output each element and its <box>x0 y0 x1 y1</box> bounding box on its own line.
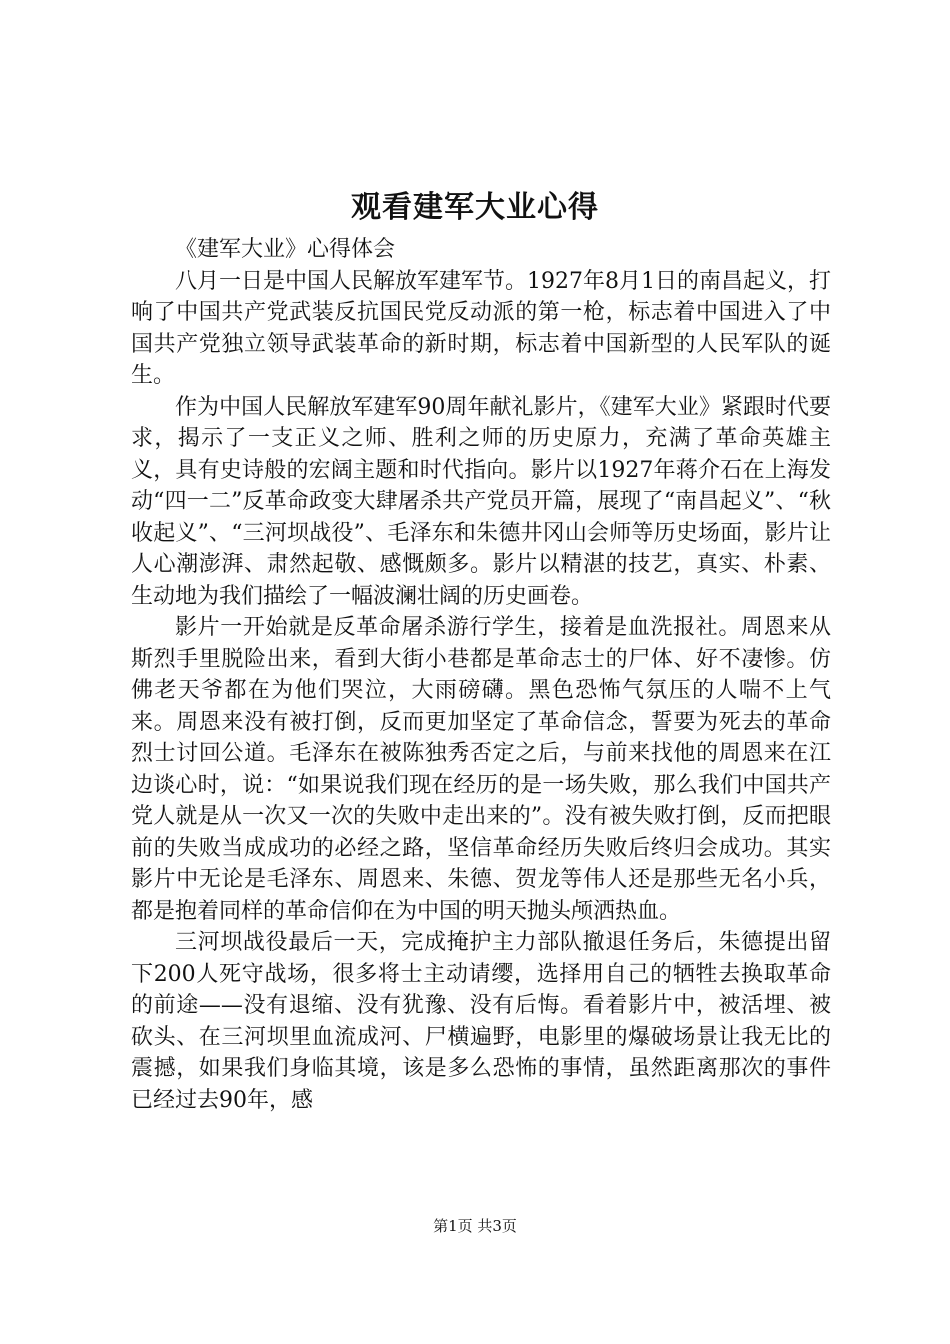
document-subtitle: 《建军大业》心得体会 <box>175 237 396 262</box>
page-footer: 第1页 共3页 <box>433 1217 517 1235</box>
paragraph-1: 八月一日是中国人民解放军建军节。1927年8月1日的南昌起义，打响了中国共产党武装反抗国民党反动派的第一枪，标志着中国进入了中国共产党独立领导武装革命的新时期，标志着中国新型的人民军队的诞生。 <box>131 268 831 388</box>
paragraph-4: 三河坝战役最后一天，完成掩护主力部队撤退任务后，朱德提出留下200人死守战场，很多将士主动请缨，选择用自己的牺牲去换取革命的前途——没有退缩、没有犹豫、没有后悔。看着影片中，被活埋、被砍头、在三河坝里血流成河、尸横遍野，电影里的爆破场景让我无比的震撼，如果我们身临其境，该是多么恐怖的事情，虽然距离那次的事件已经过去90年，感 <box>131 930 831 1113</box>
document-title: 观看建军大业心得 <box>351 190 599 225</box>
paragraph-3: 影片一开始就是反革命屠杀游行学生，接着是血洗报社。周恩来从斯烈手里脱险出来，看到大街小巷都是革命志士的尸体、好不凄惨。仿佛老天爷都在为他们哭泣，大雨磅礴。黑色恐怖气氛压的人喘不上气来。周恩来没有被打倒，反而更加坚定了革命信念，誓要为死去的革命烈士讨回公道。毛泽东在被陈独秀否定之后，与前来找他的周恩来在江边谈心时，说：“如果说我们现在经历的是一场失败，那么我们中国共产党人就是从一次又一次的失败中走出来的”。没有被失败打倒，反而把眼前的失败当成成功的必经之路，坚信革命经历失败后终归会成功。其实影片中无论是毛泽东、周恩来、朱德、贺龙等伟人还是那些无名小兵，都是抱着同样的革命信仰在为中国的明天抛头颅洒热血。 <box>131 615 831 924</box>
paragraph-2: 作为中国人民解放军建军90周年献礼影片，《建军大业》紧跟时代要求，揭示了一支正义之师、胜利之师的历史原力，充满了革命英雄主义，具有史诗般的宏阔主题和时代指向。影片以1927年蒋介石在上海发动“四一二”反革命政变大肆屠杀共产党员开篇，展现了“南昌起义”、“秋收起义”、“三河坝战役”、毛泽东和朱德井冈山会师等历史场面，影片让人心潮澎湃、肃然起敬、感慨颇多。影片以精湛的技艺，真实、朴素、生动地为我们描绘了一幅波澜壮阔的历史画卷。 <box>131 394 831 609</box>
document-body <box>131 234 831 1116</box>
